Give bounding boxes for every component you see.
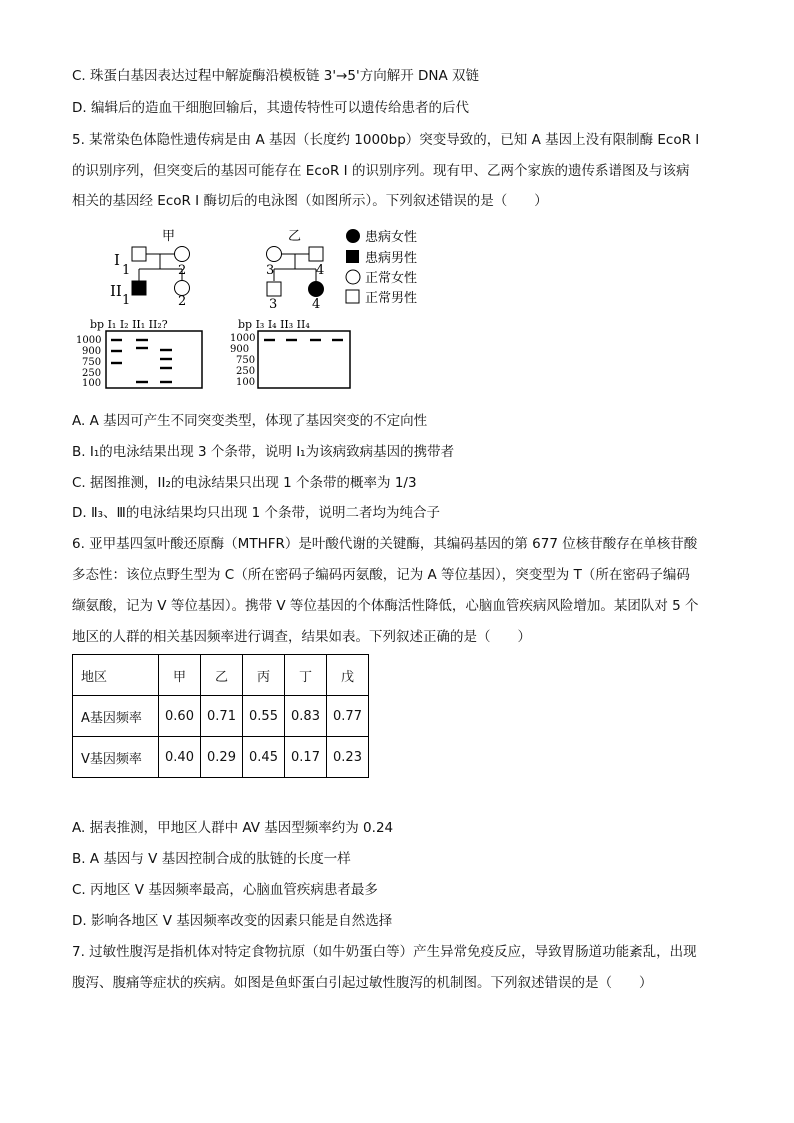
table-cell: 0.71 (201, 696, 243, 737)
q6-option-b: B. A 基因与 V 基因控制合成的肽链的长度一样 (72, 851, 351, 867)
gel-jia-header: bp I₁ I₂ II₁ II₂? (90, 318, 168, 331)
svg-text:4: 4 (312, 297, 321, 312)
table-cell: 0.60 (159, 696, 201, 737)
legend-affected-male-icon (346, 250, 359, 263)
q6-option-a: A. 据表推测，甲地区人群中 AV 基因型频率约为 0.24 (72, 820, 394, 836)
table-header-region: 地区 (73, 655, 159, 696)
question-6-line-1: 6. 亚甲基四氢叶酸还原酶（MTHFR）是叶酸代谢的关键酶，其编码基因的第 677 位核苷酸存在单核苷酸 (72, 536, 698, 552)
svg-text:4: 4 (316, 263, 325, 278)
table-row-label: A基因频率 (73, 696, 159, 737)
svg-text:750: 750 (82, 357, 102, 368)
q6-option-d: D. 影响各地区 V 基因频率改变的因素只能是自然选择 (72, 913, 393, 929)
table-row-label: V基因频率 (73, 737, 159, 778)
table-col-header: 甲 (159, 655, 201, 696)
q6-option-c: C. 丙地区 V 基因频率最高，心脑血管疾病患者最多 (72, 882, 378, 898)
table-cell: 0.17 (285, 737, 327, 778)
svg-text:1000: 1000 (230, 333, 256, 344)
q5-option-c: C. 据图推测，II₂的电泳结果只出现 1 个条带的概率为 1/3 (72, 475, 417, 491)
yi-II4-affected-female (309, 282, 324, 297)
table-cell: 0.29 (201, 737, 243, 778)
table-cell: 0.40 (159, 737, 201, 778)
svg-text:250: 250 (236, 366, 256, 377)
jia-I1-normal-male (132, 247, 146, 261)
option-c-prev: C. 珠蛋白基因表达过程中解旋酶沿模板链 3'→5'方向解开 DNA 双链 (72, 68, 480, 84)
legend-affected-male: 患病男性 (365, 251, 418, 266)
yi-I3-normal-female (267, 247, 282, 262)
question-7-line-2: 腹泻、腹痛等症状的疾病。如图是鱼虾蛋白引起过敏性腹泻的机制图。下列叙述错误的是（ ） (72, 975, 653, 991)
gene-frequency-table (72, 654, 369, 778)
gen-1-label: I (114, 251, 120, 269)
table-cell: 0.83 (285, 696, 327, 737)
svg-text:1: 1 (122, 263, 131, 278)
legend-affected-female: 患病女性 (365, 230, 418, 245)
table-cell: 0.45 (243, 737, 285, 778)
svg-text:100: 100 (82, 378, 102, 389)
table-col-header: 戊 (327, 655, 369, 696)
jia-I2-normal-female (175, 247, 190, 262)
legend-normal-male: 正常男性 (365, 291, 418, 306)
option-d-prev: D. 编辑后的造血干细胞回输后，其遗传特性可以遗传给患者的后代 (72, 100, 469, 116)
legend-normal-male-icon (346, 290, 359, 303)
q5-option-b: B. I₁的电泳结果出现 3 个条带，说明 I₁为该病致病基因的携带者 (72, 444, 455, 460)
family-jia-label: 甲 (162, 229, 176, 244)
table-cell: 0.77 (327, 696, 369, 737)
legend-normal-female: 正常女性 (365, 271, 418, 286)
question-5-line-2: 的识别序列，但突变后的基因可能存在 EcoR I 的识别序列。现有甲、乙两个家族的遗传系谱图及与该病 (72, 163, 690, 179)
table-col-header: 乙 (201, 655, 243, 696)
table-col-header: 丁 (285, 655, 327, 696)
yi-II3-normal-male (267, 282, 281, 296)
svg-text:1000: 1000 (76, 335, 102, 346)
gen-2-label: II (110, 282, 122, 300)
svg-text:900: 900 (82, 346, 102, 357)
legend-affected-female-icon (346, 229, 360, 243)
question-5-line-1: 5. 某常染色体隐性遗传病是由 A 基因（长度约 1000bp）突变导致的，已知 A 基因上没有限制酶 EcoR I (72, 132, 700, 148)
legend-normal-female-icon (346, 270, 360, 284)
svg-text:250: 250 (82, 368, 102, 379)
svg-text:2: 2 (178, 263, 187, 278)
question-6-line-2: 多态性：该位点野生型为 C（所在密码子编码丙氨酸，记为 A 等位基因），突变型为 T（所在密码子编码 (72, 567, 690, 583)
table-header-row (73, 655, 369, 696)
svg-text:2: 2 (178, 294, 187, 309)
question-7-line-1: 7. 过敏性腹泻是指机体对特定食物抗原（如牛奶蛋白等）产生异常免疫反应，导致胃肠道功能紊乱，出现 (72, 944, 697, 960)
table-row (73, 696, 369, 737)
table-col-header: 丙 (243, 655, 285, 696)
pedigree-figure (76, 224, 456, 394)
q5-option-a: A. A 基因可产生不同突变类型，体现了基因突变的不定向性 (72, 413, 428, 429)
pedigree-svg (76, 224, 456, 394)
gel-yi-header: bp I₃ I₄ II₃ II₄ (238, 318, 310, 331)
family-yi-label: 乙 (288, 229, 302, 244)
question-5-line-3: 相关的基因经 EcoR I 酶切后的电泳图（如图所示）。下列叙述错误的是（ ） (72, 193, 548, 209)
question-6-line-3: 缬氨酸，记为 V 等位基因）。携带 V 等位基因的个体酶活性降低，心脑血管疾病风险增加。某团队对 5 个 (72, 598, 699, 614)
svg-text:100: 100 (236, 377, 256, 388)
table-cell: 0.55 (243, 696, 285, 737)
question-6-line-4: 地区的人群的相关基因频率进行调查，结果如表。下列叙述正确的是（ ） (72, 629, 531, 645)
svg-text:1: 1 (122, 293, 131, 308)
yi-I4-normal-male (309, 247, 323, 261)
table-row (73, 737, 369, 778)
svg-text:750: 750 (236, 355, 256, 366)
q5-option-d: D. Ⅱ₃、Ⅲ的电泳结果均只出现 1 个条带，说明二者均为纯合子 (72, 505, 441, 521)
svg-text:3: 3 (266, 263, 275, 278)
table-cell: 0.23 (327, 737, 369, 778)
svg-text:3: 3 (269, 297, 278, 312)
jia-II1-affected-male (132, 281, 146, 295)
svg-text:900: 900 (230, 344, 250, 355)
